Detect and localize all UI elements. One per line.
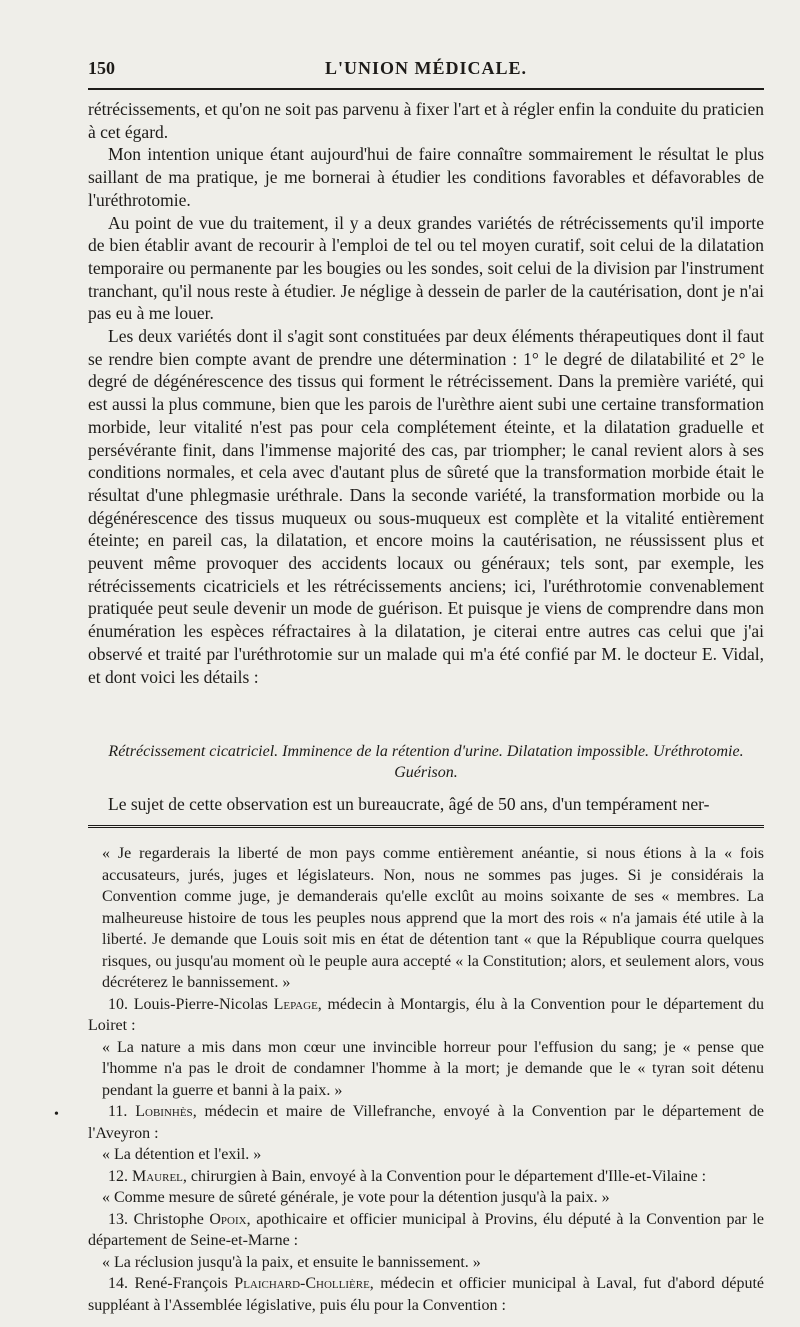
person-name: Lepage: [273, 995, 318, 1013]
quotation: « La nature a mis dans mon cœur une invincible horreur pour l'effusion du sang; je « pense que l'homme n'a pas le droit de condamner l'homme à la mort; je demande que le « tyran soit détenu pendant la guerre et banni à la paix. »: [102, 1038, 764, 1099]
entry-number: 12.: [108, 1167, 132, 1185]
quotation: « La détention et l'exil. »: [102, 1146, 262, 1163]
entry-number: 10. Louis-Pierre-Nicolas: [108, 995, 274, 1013]
entry-number: 11.: [108, 1103, 136, 1120]
paragraph: Au point de vue du traitement, il y a deux grandes variétés de rétrécissements qu'il importe de bien établir avant de recourir à l'emploi de tel ou tel moyen curatif, soit celui de la dilatation temporaire ou permanente par les bougies ou les sondes, soit celui de la division par l'instrument tranchant, qu'il nous reste à étudier. Je néglige à dessein de parler de la cautérisation, dont je n'ai pas eu à me louer.: [88, 212, 764, 324]
person-name: Plaichard-Chollière: [234, 1275, 370, 1292]
entry-number: 14. René-François: [108, 1275, 235, 1292]
header-rule: [88, 88, 764, 90]
paragraph: Les deux variétés dont il s'agit sont constituées par deux éléments thérapeutiques dont il faut se rendre bien compte avant de prendre une détermination : 1° le degré de dilatabilité et 2° le degré de dégénérescence des tissus qui forment le rétrécissement. Dans la première variété, qui est aussi la plus commune, bien que les parois de l'urèthre aient subi une certaine transformation morbide, leur vitalité n'est pas pour cela complétement éteinte, et la dilatation graduelle et persévérante finit, dans l'immense majorité des cas, par triompher; le canal revient alors à ses conditions normales, et cela avec d'autant plus de sûreté que la transformation morbide était le résultat d'une phlegmasie uréthrale. Dans la seconde variété, la transformation morbide ou la dégénérescence des tissus muqueux ou sous-muqueux est complète et la vitalité entièrement éteinte; en pareil cas, la dilatation, et encore moins la cautérisation, ne réussissent plus et peuvent même provoquer des accidents locaux ou généraux; tels sont, par exemple, les rétrécissements cicatriciels et les rétrécissements anciens; ici, l'uréthrotomie convenablement pratiquée peut seule devenir un mode de guérison. Et puisque je viens de comprendre dans mon énumération les espèces réfractaires à la dilatation, je citerai entre autres cas celui que j'ai observé et traité par l'uréthrotomie sur un malade qui m'a été confié par M. le docteur E. Vidal, et dont voici les détails :: [88, 326, 764, 687]
entry-text: , médecin à Montargis, élu à la Convention pour le département du Loiret :: [88, 995, 764, 1034]
page-header: [88, 48, 764, 88]
article-body: [88, 98, 764, 688]
person-name: Maurel: [132, 1167, 183, 1185]
paragraph: Mon intention unique étant aujourd'hui de faire connaître sommairement le résultat le plus saillant de ma pratique, je me bornerai à étudier les conditions favorables et défavorables de l'uréthrotomie.: [88, 144, 764, 210]
entry-text: , apothicaire et officier municipal à Provins, élu député à la Convention par le département de Seine-et-Marne :: [88, 1210, 764, 1249]
person-name: Lobinhès: [135, 1103, 193, 1120]
entry-text: , chirurgien à Bain, envoyé à la Convention pour le département d'Ille-et-Vilaine :: [182, 1167, 707, 1185]
margin-bullet-icon: •: [54, 1107, 59, 1122]
case-heading: Rétrécissement cicatriciel. Imminence de la rétention d'urine. Dilatation impossible. Uréthrotomie. Guérison.: [108, 743, 744, 781]
entry-number: 13. Christophe: [108, 1210, 210, 1228]
list-entry: [88, 1209, 764, 1252]
case-first-line: Le sujet de cette observation est un bureaucrate, âgé de 50 ans, d'un tempérament ner-: [108, 794, 710, 814]
quotation: « Je regarderais la liberté de mon pays comme entièrement anéantie, si nous étions à la « fois accusateurs, jurés, juges et législateurs. Non, nous ne sommes pas juges. Si je considérais la Convention comme juge, je demanderais qu'elle exclût au moins soixante de ses « membres. La malheureuse histoire de tous les peuples nous apprend que la mort des rois « n'a jamais été utile à la liberté. Je demande que Louis soit mis en état de détention tant « que la République courra quelques risques, ou jusqu'au moment où le peuple aura accepté « la Constitution; alors, et seulement alors, vous décréterez le bannissement. »: [102, 845, 764, 991]
list-entry: [88, 994, 764, 1037]
list-entry: [88, 1166, 764, 1188]
footnote-block: [88, 843, 764, 1316]
paragraph: rétrécissements, et qu'on ne soit pas parvenu à fixer l'art et à régler enfin la conduite du praticien à cet égard.: [88, 99, 764, 142]
quotation: « La réclusion jusqu'à la paix, et ensuite le bannissement. »: [102, 1253, 481, 1271]
list-entry: [88, 1273, 764, 1316]
page-number: 150: [88, 58, 115, 78]
list-entry: [88, 1101, 764, 1144]
quotation: « Comme mesure de sûreté générale, je vote pour la détention jusqu'à la paix. »: [102, 1189, 610, 1206]
entry-text: , médecin et maire de Villefranche, envoyé à la Convention par le département de l'Aveyron :: [88, 1103, 764, 1142]
section-separator: [88, 825, 764, 828]
running-title: L'UNION MÉDICALE.: [324, 58, 528, 78]
person-name: Opoix: [209, 1210, 247, 1228]
entry-text: , médecin et officier municipal à Laval, fut d'abord député suppléant à l'Assemblée législative, puis élu pour la Convention :: [88, 1275, 764, 1314]
